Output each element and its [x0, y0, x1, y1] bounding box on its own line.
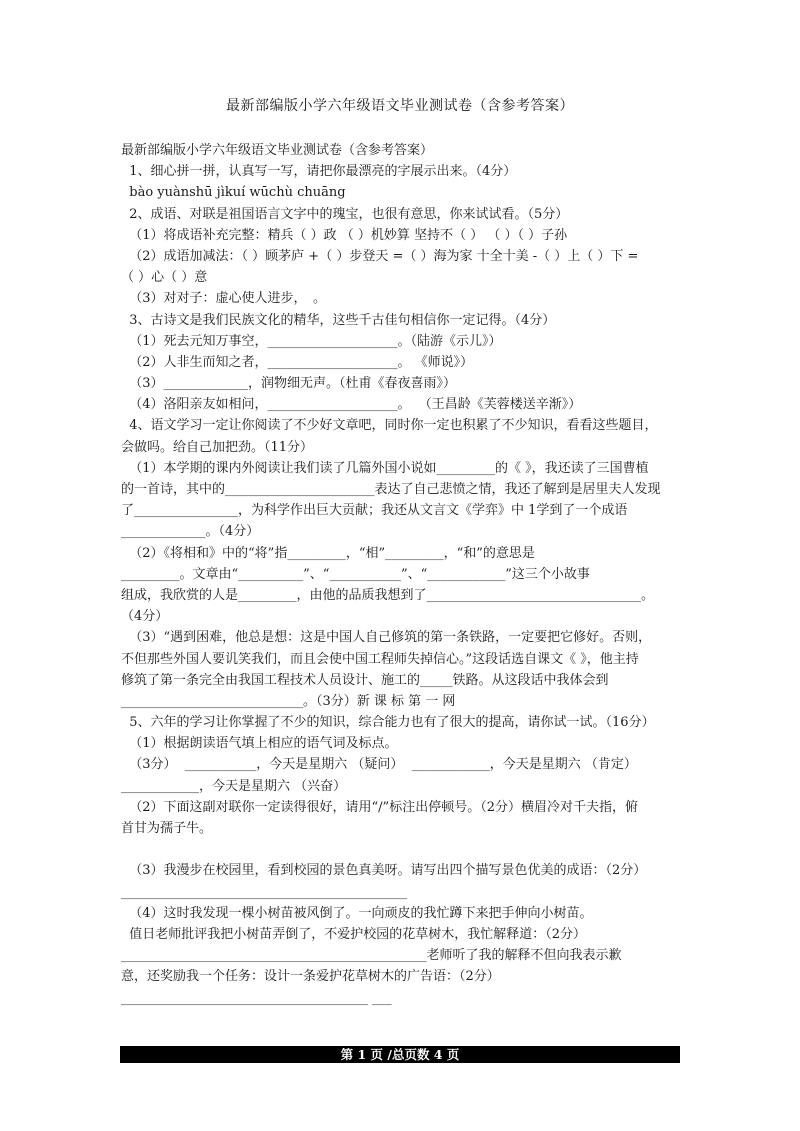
text-line: 首甘为孺子牛。 — [121, 821, 213, 836]
text-line: bào yuànshū jìkuí wūchù chuāng — [121, 185, 346, 201]
text-line: ______________________________________ ___ — [121, 990, 392, 1006]
text-line: 4、语文学习一定让你阅读了不少好文章吧，同时你一定也积累了不少知识，看看这些题目， — [121, 418, 658, 434]
text-line: （3）_____________，润物细无声。（杜甫《春夜喜雨》） — [121, 376, 457, 392]
text-line: （2）成语加减法：（ ）顾茅庐 +（ ）步登天 =（ ）海为家 十全十美 -（ ）上（ ）下 = — [121, 248, 639, 264]
text-line: （3分） ___________，今天是星期六 （疑问） ____________，今天是星期六 （肯定） — [121, 757, 637, 773]
text-line: （1）本学期的课内外阅读让我们读了几篇外国小说如_________的《 》，我还读了三国曹植 — [121, 460, 649, 476]
text-line: 的一首诗，其中的_______________________表达了自己悲愤之情，我还了解到是居里夫人发现 — [121, 482, 661, 497]
text-line: 5、六年的学习让你掌握了不少的知识，综合能力也有了很大的提高，请你试一试。（16分） — [121, 715, 655, 731]
text-line: ____________________________。（3分）新 课 标 第 一 网 — [121, 693, 456, 709]
text-line: （4）洛阳亲友如相问，____________________。 （王昌龄《芙蓉楼送辛渐》） — [121, 397, 582, 413]
text-line: （4）这时我发现一棵小树苗被风倒了。一向顽皮的我忙蹲下来把手伸向小树苗。 — [121, 905, 593, 921]
text-line: （2）下面这副对联你一定读得很好，请用“/”标注出停顿号。（2分）横眉冷对千夫指，俯 — [121, 799, 638, 815]
text-line: （2）人非生而知之者，____________________。 《师说》） — [121, 354, 474, 370]
text-line: 1、细心拼一拼，认真写一写，请把你最漂亮的字展示出来。（4分） — [121, 164, 517, 180]
text-line: （3）对对子：虚心使人进步， 。 — [121, 291, 327, 307]
text-line: （3）我漫步在校园里，看到校园的景色真美呀。请写出四个描写景色优美的成语：（2分） — [121, 863, 647, 879]
text-line: _____________。（4分） — [121, 524, 260, 540]
blank-line — [121, 839, 687, 860]
page-footer: 第 1 页 /总页数 4 页 — [120, 1046, 680, 1063]
text-line: （2）《将相和》中的“将”指_________，“相”_________，“和”的意思是 — [121, 545, 535, 561]
text-line: 修筑了第一条完全由我国工程技术人员设计、施工的_____铁路。从这段话中我体会到 — [121, 672, 609, 688]
text-line: 值日老师批评我把小树苗弄倒了，不爱护校园的花草树木，我忙解释道：（2分） — [121, 926, 587, 942]
text-line: 3、古诗文是我们民族文化的精华，这些千古佳句相信你一定记得。（4分） — [121, 312, 556, 328]
text-line: （1）死去元知万事空，____________________。（陆游《示儿》） — [121, 333, 502, 349]
text-line: （1）根据朗读语气填上相应的语气词及标点。 — [121, 736, 398, 752]
text-line: 最新部编版小学六年级语文毕业测试卷（含参考答案） — [121, 143, 434, 158]
text-line: （ ）心（ ）意 — [121, 270, 208, 286]
document-body — [121, 140, 687, 1009]
text-line: 2、成语、对联是祖国语言文字中的瑰宝，也很有意思，你来试试看。（5分） — [121, 206, 569, 222]
text-line: 不但那些外国人要讥笑我们，而且会使中国工程师失掉信心。”这段话选自课文《 》，他主持 — [121, 651, 639, 667]
document-title: 最新部编版小学六年级语文毕业测试卷（含参考答案） — [226, 98, 574, 114]
text-line: ____________________________________________ — [121, 884, 407, 900]
text-line: 了________________，为科学作出巨大贡献；我还从文言文《学弈》中 1学到了一个成语 — [121, 503, 628, 519]
text-line: ____________，今天是星期六 （兴奋） — [121, 778, 347, 794]
text-line: _______________________________________________老师听了我的解释不但向我表示歉 — [121, 948, 622, 964]
text-line: （1）将成语补充完整：精兵（ ）政 （ ）机妙算 坚持不（ ） （ ）（ ）子孙 — [121, 227, 568, 243]
text-line: 会做吗。给自己加把劲。（11分） — [121, 439, 314, 455]
text-line: _________。文章由“__________”、“___________”、“____________”这三个小故事 — [121, 566, 590, 582]
text-line: （3）“遇到困难，他总是想：这是中国人自己修筑的第一条铁路，一定要把它修好。否则， — [121, 630, 652, 646]
text-line: （4分） — [121, 609, 169, 625]
text-line: 意，还奖励我一个任务：设计一条爱护花草树木的广告语：（2分） — [121, 969, 500, 985]
text-line: 组成，我欣赏的人是_________，由他的品质我想到了_________________________________。 — [121, 587, 655, 603]
